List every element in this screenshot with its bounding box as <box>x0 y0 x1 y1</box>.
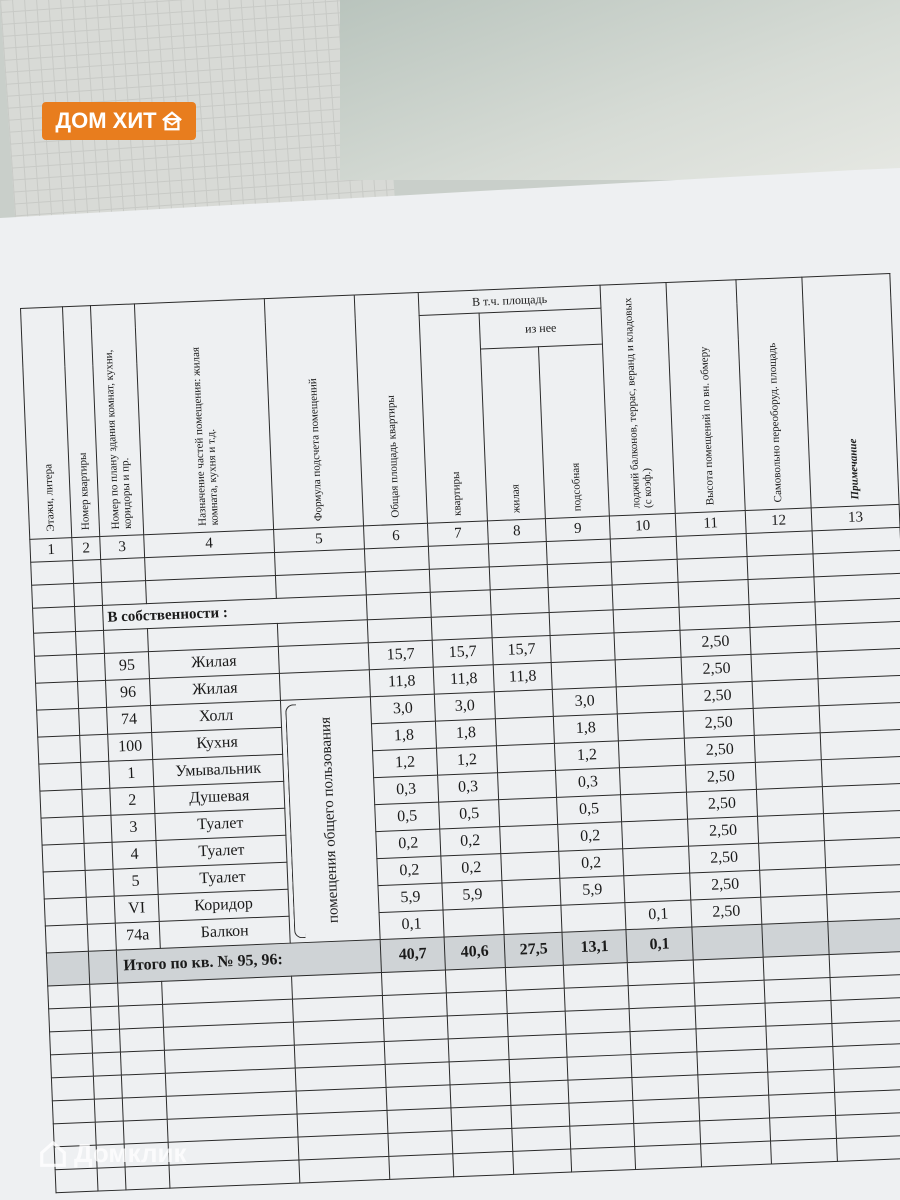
balcony-sum: 0,1 <box>626 927 693 963</box>
apartment-area: 1,2 <box>436 746 497 775</box>
apartment-area: 1,8 <box>435 719 496 748</box>
room-height: 2,50 <box>691 897 762 927</box>
room-number: 96 <box>106 679 151 708</box>
apartment-area: 15,7 <box>432 638 493 667</box>
room-purpose: Туалет <box>155 808 286 840</box>
room-purpose: Жилая <box>148 646 279 678</box>
room-number: 4 <box>112 840 157 869</box>
apartment-area: 3,0 <box>434 692 495 721</box>
column-number: 9 <box>545 516 610 542</box>
column-number: 7 <box>427 521 488 546</box>
brand-label: ДОМ ХИТ <box>55 108 157 133</box>
brace-bracket <box>285 704 305 938</box>
room-height: 2,50 <box>685 762 756 792</box>
column-number: 2 <box>72 536 101 560</box>
room-height: 2,50 <box>680 627 751 657</box>
total-area: 0,2 <box>377 856 442 886</box>
living-area: 11,8 <box>493 662 552 691</box>
auxiliary-area <box>561 903 626 933</box>
room-number: VI <box>114 894 159 923</box>
room-number: 74а <box>115 921 160 950</box>
column-number: 6 <box>364 523 429 549</box>
header-floor: Этажи, литера <box>21 307 72 539</box>
room-height: 2,50 <box>688 816 759 846</box>
room-height: 2,50 <box>686 789 757 819</box>
balcony-area <box>624 873 691 903</box>
header-group-area: В т.ч. площадь <box>418 285 601 315</box>
living-area <box>501 851 560 880</box>
room-purpose: Холл <box>151 700 282 732</box>
apartment-area: 0,3 <box>438 773 499 802</box>
header-auxiliary: подсобная <box>538 344 609 518</box>
auxiliary-area <box>551 660 616 690</box>
room-height: 2,50 <box>684 735 755 765</box>
room-purpose: Кухня <box>152 727 283 759</box>
room-number: 100 <box>108 733 153 762</box>
explication-table <box>20 273 900 1193</box>
room-purpose: Жилая <box>149 673 280 705</box>
total-area: 0,1 <box>379 910 444 940</box>
total-area: 0,3 <box>374 775 439 805</box>
watermark-label: Домклик <box>74 1138 187 1168</box>
auxiliary-area: 0,2 <box>558 822 623 852</box>
brand-badge <box>42 102 196 140</box>
room-height: 2,50 <box>681 654 752 684</box>
living-area <box>495 716 554 745</box>
living-area <box>498 770 557 799</box>
room-height: 2,50 <box>689 843 760 873</box>
total-area: 0,5 <box>375 802 440 832</box>
room-number: 74 <box>107 706 152 735</box>
room-number: 1 <box>109 760 154 789</box>
watermark <box>38 1138 186 1169</box>
column-number: 1 <box>30 538 73 563</box>
living-area <box>502 878 561 907</box>
header-group-of-it: из нее <box>479 308 602 349</box>
column-number: 8 <box>487 519 546 544</box>
apartment-area <box>443 908 504 937</box>
room-number: 95 <box>104 652 149 681</box>
balcony-area: 0,1 <box>625 900 692 930</box>
total-area: 0,2 <box>376 829 441 859</box>
house-icon <box>38 1139 68 1169</box>
apartment-area: 5,9 <box>442 881 503 910</box>
living-area <box>494 689 553 718</box>
balcony-area <box>615 657 682 687</box>
header-notes: Примечание <box>802 274 899 508</box>
auxiliary-area: 0,3 <box>555 768 620 798</box>
room-purpose: Балкон <box>159 916 290 948</box>
balcony-area <box>614 630 681 660</box>
auxiliary-sum: 13,1 <box>562 930 627 966</box>
apartment-area: 0,2 <box>440 827 501 856</box>
living-area <box>503 905 562 934</box>
apartment-area: 0,2 <box>441 854 502 883</box>
room-number: 5 <box>113 867 158 896</box>
column-number: 11 <box>675 511 746 537</box>
living-area <box>500 824 559 853</box>
balcony-area <box>616 684 683 714</box>
common-use-cell <box>280 697 380 943</box>
apartment-sum: 40,6 <box>444 935 505 970</box>
auxiliary-area: 3,0 <box>552 687 617 717</box>
total-area: 15,7 <box>368 640 433 670</box>
house-mail-icon <box>161 110 183 132</box>
balcony-area <box>618 738 685 768</box>
header-purpose: Назначение частей помещения: жилая комната, кухня и т.д. <box>134 299 273 535</box>
room-purpose: Умывальник <box>153 754 284 786</box>
background-surface <box>340 0 900 180</box>
room-height: 2,50 <box>683 708 754 738</box>
balcony-area <box>622 819 689 849</box>
auxiliary-area: 0,2 <box>559 849 624 879</box>
header-apartment-no: Номер квартиры <box>62 306 99 538</box>
column-number: 10 <box>609 513 676 539</box>
balcony-area <box>623 846 690 876</box>
column-number: 12 <box>745 508 812 534</box>
total-area: 3,0 <box>370 694 435 724</box>
header-apartment-area: квартиры <box>419 313 487 523</box>
column-number: 13 <box>811 504 900 531</box>
living-area <box>499 797 558 826</box>
room-purpose: Коридор <box>158 889 289 921</box>
header-living: жилая <box>481 347 546 521</box>
room-number: 3 <box>111 813 156 842</box>
auxiliary-area <box>550 633 615 663</box>
total-area: 5,9 <box>378 883 443 913</box>
auxiliary-area: 1,8 <box>553 714 618 744</box>
header-unauthorized: Самовольно переоборуд. площадь <box>736 277 811 510</box>
living-area: 15,7 <box>492 635 551 664</box>
auxiliary-area: 1,2 <box>554 741 619 771</box>
header-height: Высота помещений по вн. обмеру <box>666 280 745 514</box>
balcony-area <box>619 765 686 795</box>
room-height: 2,50 <box>690 870 761 900</box>
auxiliary-area: 0,5 <box>557 795 622 825</box>
apartment-area: 0,5 <box>439 800 500 829</box>
section-label: В собственности : <box>103 595 368 631</box>
room-purpose: Туалет <box>156 835 287 867</box>
living-sum: 27,5 <box>504 932 563 967</box>
header-balconies: лоджий балконов, террас, веранд и кладовых (с коэф.) <box>600 283 675 516</box>
balcony-area <box>617 711 684 741</box>
room-number: 2 <box>110 787 155 816</box>
column-number: 4 <box>144 530 275 558</box>
header-total-area: Общая площадь квартиры <box>354 293 427 526</box>
total-area: 1,2 <box>373 748 438 778</box>
common-use-label: помещения общего пользования <box>317 716 342 924</box>
apartment-area: 11,8 <box>433 665 494 694</box>
room-purpose: Туалет <box>157 862 288 894</box>
room-height: 2,50 <box>682 681 753 711</box>
room-purpose: Душевая <box>154 781 285 813</box>
column-number: 3 <box>100 535 145 560</box>
header-formula: Формула подсчета помещений <box>264 295 363 529</box>
total-sum: 40,7 <box>380 937 445 973</box>
header-plan-no: Номер по плану здания комнат, кухни, коридоры и пр. <box>90 304 143 537</box>
balcony-area <box>621 792 688 822</box>
auxiliary-area: 5,9 <box>560 876 625 906</box>
column-number: 5 <box>274 526 365 553</box>
total-label: Итого по кв. № 95, 96: <box>116 940 381 984</box>
living-area <box>496 743 555 772</box>
total-area: 11,8 <box>369 667 434 697</box>
total-area: 1,8 <box>371 721 436 751</box>
document-table-wrapper <box>20 273 900 1194</box>
